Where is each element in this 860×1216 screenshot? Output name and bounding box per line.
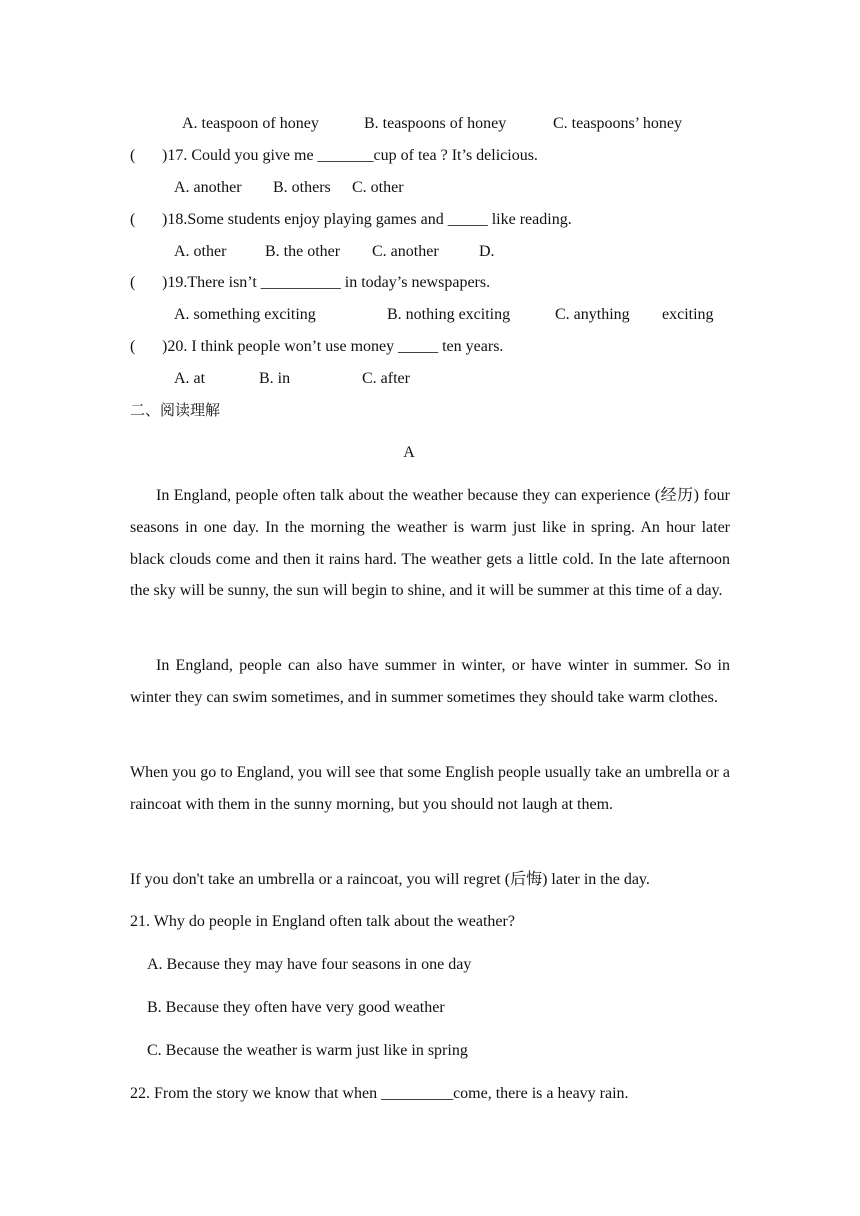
passage-paragraph-2: In England, people can also have summer in winter, or have winter in summer. So in winter they can swim sometimes, and in summer sometimes they should take warm clothes. (130, 657, 730, 706)
q18-option-d: D. (479, 243, 495, 260)
q19-option-b: B. nothing exciting (387, 306, 511, 323)
q20-option-b: B. in (259, 370, 291, 387)
q18-stem: )18.Some students enjoy playing games and _____ like reading. (162, 211, 572, 228)
section-title: 二、阅读理解 (130, 401, 221, 419)
q16-option-c: C. teaspoons’ honey (553, 115, 683, 132)
q18-option-b: B. the other (265, 243, 341, 260)
q19-option-a: A. something exciting (174, 306, 316, 323)
q17-option-a: A. another (174, 179, 242, 196)
q20-option-a: A. at (174, 370, 206, 387)
q18-option-a: A. other (174, 243, 227, 260)
q20-option-c: C. after (362, 370, 410, 387)
q19-option-c: C. anything (555, 306, 630, 323)
q22-stem: 22. From the story we know that when _________come, there is a heavy rain. (130, 1085, 629, 1102)
q17-bracket: ( (130, 147, 136, 164)
passage-paragraph-3: When you go to England, you will see that some English people usually take an umbrella or a raincoat with them in the sunny morning, but you should not laugh at them. (130, 764, 730, 813)
q17-option-c: C. other (352, 179, 404, 196)
q18-option-c: C. another (372, 243, 439, 260)
q17-stem: )17. Could you give me _______cup of tea ? It’s delicious. (162, 147, 538, 164)
q21-option-a: A. Because they may have four seasons in one day (147, 956, 472, 973)
q19-option-c-cont: exciting (662, 306, 714, 323)
passage-letter: A (403, 444, 415, 461)
q21-stem: 21. Why do people in England often talk about the weather? (130, 913, 515, 930)
q16-option-b: B. teaspoons of honey (364, 115, 507, 132)
passage-paragraph-4: If you don't take an umbrella or a raincoat, you will regret (后悔) later in the day. (130, 871, 650, 888)
q17-option-b: B. others (273, 179, 331, 196)
q21-option-c: C. Because the weather is warm just like in spring (147, 1042, 468, 1059)
q20-bracket: ( (130, 338, 136, 355)
q19-stem: )19.There isn’t __________ in today’s newspapers. (162, 274, 491, 291)
q20-stem: )20. I think people won’t use money _____ ten years. (162, 338, 504, 355)
q18-bracket: ( (130, 211, 136, 228)
q19-bracket: ( (130, 274, 136, 291)
q16-option-a: A. teaspoon of honey (182, 115, 319, 132)
q21-option-b: B. Because they often have very good weather (147, 999, 445, 1016)
passage-paragraph-1: In England, people often talk about the weather because they can experience (经历) four seasons in one day. In the morning the weather is warm just like in spring. An hour later black clouds come and then it rains hard. The weather gets a little cold. In the late afternoon the sky will be sunny, the sun will begin to shine, and it will be summer at this time of a day. (130, 487, 730, 600)
